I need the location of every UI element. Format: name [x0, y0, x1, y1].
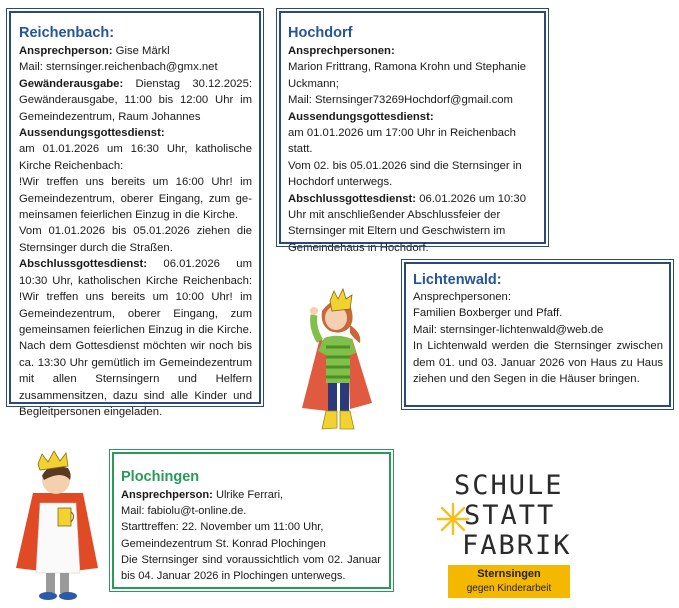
hochdorf-contact-label: Ansprechpersonen: [288, 45, 395, 57]
lichtenwald-title: Lichtenwald: [413, 272, 502, 288]
reichenbach-sending-label: Aussendungsgottesdienst: [19, 127, 165, 140]
reichenbach-vestment [19, 76, 252, 125]
hochdorf-sending-label: Aussendungsgottesdienst: [288, 110, 434, 123]
lichtenwald-route: In Lichtenwald werden die Sternsinger zwischen dem 01. und 03. Januar 2026 von Haus zu Haus ziehen und den Segen in die Häuser bringen. [413, 340, 663, 386]
hochdorf-closing [288, 191, 538, 257]
contact-label: Ansprechperson: [121, 489, 213, 501]
lichtenwald-mail: Mail: sternsinger-lichtenwald@web.de [413, 323, 604, 336]
reichenbach-meeting-note: !Wir treffen uns bereits um 16:00 Uhr! im Gemeindezentrum, oberer Eingang, zum gemeinsamen feierlichen Einzug in die Kirche. [19, 176, 252, 222]
reichenbach-box [9, 11, 261, 418]
logo-band-line1: Sternsingen [477, 568, 541, 580]
closing-label: Abschlussgottesdienst: [19, 258, 148, 271]
schule-statt-fabrik-logo [440, 462, 582, 597]
logo-word-schule: SCHULE [454, 470, 564, 501]
logo-band-line2: gegen Kinderarbeit [466, 583, 552, 594]
reichenbach-contact [19, 43, 252, 59]
hochdorf-route: Vom 02. bis 05.01.2026 sind die Sternsinger in Hochdorf unterwegs. [288, 159, 522, 189]
closing-value: 06.01.2026 um 10:30 Uhr, katholischen Kirche Reichenbach: !Wir treffen uns bereits um 10:00 Uhr! im Gemeindezentrum, oberer Eingang, zum gemeinsamen feierlichen Einzug in die Kirche. Nach dem Gottesdienst möchten wir noch bis ca. 13:30 Uhr gemütlich im Gemeindezentrum mit allen Sternsingern und Helfern zusammensitzen, dazu sind alle Kinder und Begleitpersonen eingeladen. [19, 258, 252, 418]
closing-label: Abschlussgottesdienst: [288, 192, 417, 205]
plochingen-contact [121, 487, 381, 503]
vestment-label: Gewänderausgabe: [19, 77, 124, 90]
contact-label: Ansprechperson: [19, 45, 113, 57]
hochdorf-sending-value: am 01.01.2026 um 17:00 Uhr in Reichenbach statt. [288, 127, 516, 156]
plochingen-box [112, 452, 391, 589]
reichenbach-route: Vom 01.01.2026 bis 05.01.2026 ziehen die Sternsinger durch die Straßen. [19, 225, 252, 254]
lichtenwald-contact-label: Ansprechpersonen: [413, 291, 511, 303]
hochdorf-title: Hochdorf [288, 25, 353, 41]
reichenbach-sending-value: am 01.01.2026 um 16:30 Uhr, katholische Kirche Reichenbach: [19, 143, 252, 172]
star-singer-girl-illustration [290, 283, 390, 438]
hochdorf-box [279, 11, 546, 254]
reichenbach-closing [19, 256, 252, 420]
plochingen-start: Starttreffen: 22. November um 11:00 Uhr, Gemeindezentrum St. Konrad Plochingen [121, 521, 326, 550]
hochdorf-contact-value: Marion Frittrang, Ramona Krohn und Stephanie Uckmann; [288, 61, 526, 90]
vestment-value: Dienstag 30.12.2025: Gewänderausgabe, 11:00 bis 12:00 Uhr im Gemeindezentrum, Raum Johannes [19, 77, 252, 123]
lichtenwald-box [404, 262, 671, 407]
closing-value: 06.01.2026 um 10:30 Uhr mit anschließender Abschlussfeier der Sternsinger mit Eltern und Geschwistern im Gemeindehaus in Hochdorf. [288, 192, 526, 254]
logo-word-statt: STATT [464, 500, 556, 531]
plochingen-mail: Mail: fabiolu@t-online.de. [121, 505, 247, 518]
plochingen-route: Die Sternsinger sind voraussichtlich vom 02. Januar bis 04. Januar 2026 in Plochingen unterwegs. [121, 553, 381, 583]
star-singer-boy-illustration [8, 448, 108, 606]
hochdorf-mail: Mail: Sternsinger73269Hochdorf@gmail.com [288, 94, 513, 107]
lichtenwald-contact-value: Familien Boxberger und Pfaff. [413, 307, 563, 320]
plochingen-title: Plochingen [121, 469, 200, 485]
reichenbach-title: Reichenbach: [19, 25, 115, 41]
logo-word-fabrik: FABRIK [462, 530, 572, 561]
logo-band [448, 565, 570, 598]
contact-value: Ulrike Ferrari, [212, 489, 284, 501]
reichenbach-mail: Mail: sternsinger.reichenbach@gmx.net [19, 61, 218, 74]
contact-value: Gise Märkl [112, 45, 170, 57]
